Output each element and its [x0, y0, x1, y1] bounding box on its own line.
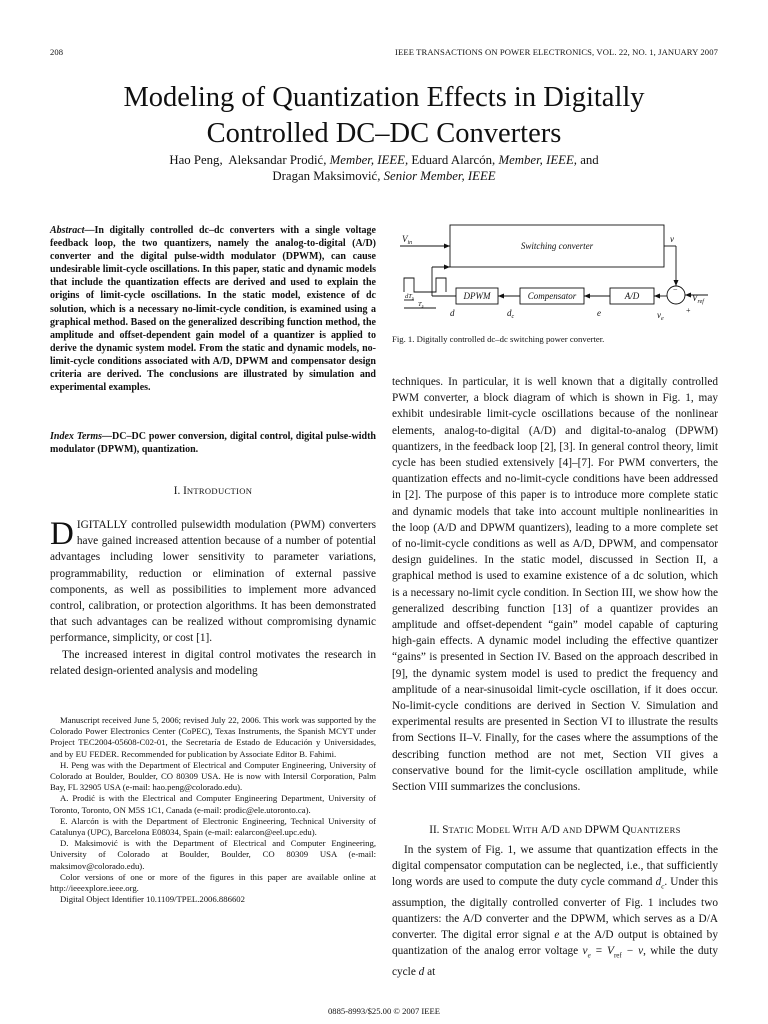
- label-compensator: Compensator: [527, 291, 577, 301]
- author-name: Aleksandar Prodić,: [228, 153, 327, 167]
- author-name: Hao Peng,: [169, 153, 223, 167]
- author-line-2: [0, 168, 768, 184]
- intro-paragraph-2: The increased interest in digital control motivates the research in related design-oriented analysis and modeling: [50, 648, 376, 677]
- label-dts: $dT_s$: [405, 293, 414, 302]
- author-name: Eduard Alarcón,: [411, 153, 496, 167]
- copyright-footer: 0885-8993/$25.00 © 2007 IEEE: [327, 1006, 441, 1016]
- author-role: Member, IEEE,: [498, 153, 577, 167]
- author-conjunction: and: [580, 153, 599, 167]
- heading-part: ITH: [522, 825, 541, 835]
- footnote: D. Maksimović is with the Department of Electrical and Computer Engineering, University of Colorado at Boulder, Boulder, CO 80309 USA (e-mail: maksimov@colorado.edu).: [50, 838, 376, 871]
- label-e: e: [597, 308, 601, 318]
- author-role: Member, IEEE,: [329, 153, 409, 167]
- footnote: Color versions of one or more of the figures in this paper are available online at http://ieeexplore.ieee.org.: [50, 871, 376, 894]
- index-terms: [50, 430, 376, 456]
- title-line-2: Controlled DC–DC Converters: [206, 118, 562, 149]
- right-paragraph-1: techniques. In particular, it is well known that a digitally controlled PWM converter, a block diagram of which is shown in Fig. 1, may exhibit undesirable limit-cycle oscillations because of the nonlinear elements, analog-to-digital (A/D) and digital-to-analog (DPWM) quantizers, in the feedback loop [2], [3]. In general control theory, limit cycle has been studied extensively [4]–[7]. For PWM converters, the quantization effects and no-limit-cycle conditions have been addressed in [2]. The purpose of this paper is to introduce more complete static and dynamic models that take into account multiple nonlinearities in the loop (A/D and DPWM quantizers), leading to a more complete set of no-limit-cycle conditions as well as A/D, DPWM, and compensator design guidelines. In the static model, discussed in Section II, a graphical method is used to examine existence of a dc solution, which is a necessary no-limit cycle condition. In Section III, we show how the generalized describing function [13] of a quantizer provides an amplitude and offset-dependent “gain” model capable of capturing high-gain effects. A dynamic model including the effective quantizer “gains” is presented in Section IV. Based on the approach described in [9], the dynamic system model is used to predict the frequency and amplitude of a near-sinusoidal limit-cycle oscillation, if it does occur. No-limit-cycle conditions are derived in Section V. Simulation and experimental results are presented in Section VI to illustrate the results from Sections II–V. Finally, for the cases where the assumptions of the describing function method are not met, Section VII gives a conservative bound for the limit-cycle oscillation amplitude, while Section VIII summarizes the conclusions.: [392, 376, 718, 794]
- block-diagram-figure: [392, 222, 718, 330]
- section-heading-static-model: [392, 824, 718, 836]
- heading-part: UANTIZERS: [630, 825, 681, 835]
- index-terms-label: Index Terms: [50, 431, 103, 442]
- label-ad: A/D: [624, 291, 640, 301]
- author-role: Senior Member, IEEE: [383, 169, 496, 183]
- section-number: II.: [429, 824, 440, 836]
- label-ve: $v_e$: [657, 310, 664, 322]
- footnote: H. Peng was with the Department of Electrical and Computer Engineering, University of Colorado at Boulder, Boulder, CO 80309 USA. He is now with Intersil Corporation, Palm Bay, FL 32905 USA (e-mail: hao.peng@colorado.edu).: [50, 759, 376, 793]
- section-2-paragraph: In the system of Fig. 1, we assume that quantization effects in the digital compensator computation can be neglected, i.e., that sufficiently long words are used to compute the duty cycle command $d_c$. Under this assumption, the digitally controlled converter of Fig. 1 includes two quantizers: the A/D converter and the DPWM, which serves as a D/A converter. The digital error signal e at the A/D output is obtained by quantization of the analog error voltage $v_e = V_{ref} - v$, while the duty cycle d at: [392, 844, 718, 978]
- page-number: 208: [50, 47, 64, 57]
- intro-paragraph-1: IGITALLY controlled pulsewidth modulation (PWM) converters have gained increased attention because of a number of potential advantages including lower sensitivity to parameter variations, programmability, reduction or elimination of external passive components, as well as possibilities to implement more advanced control, calibration, or protection algorithms. It has been demonstrated that such advantages can be realized without compromising dynamic performance, simplicity, or cost [1].: [50, 519, 376, 645]
- label-v: v: [670, 234, 674, 244]
- section-heading-introduction: [50, 485, 376, 497]
- footnote: A. Prodić is with the Electrical and Computer Engineering Department, University of Toronto, Toronto, ON M5S 1C1, Canada (e-mail: prodic@ele.utoronto.ca).: [50, 793, 376, 815]
- heading-part: AND: [562, 825, 585, 835]
- footnotes: [50, 715, 376, 905]
- title-line-1: Modeling of Quantization Effects in Digitally: [123, 82, 645, 113]
- label-dc: $d_c$: [507, 308, 515, 320]
- section-title-initial: I: [183, 485, 187, 497]
- section-number: I.: [173, 485, 181, 497]
- label-ts: $T_s$: [418, 301, 424, 310]
- running-header: IEEE TRANSACTIONS ON POWER ELECTRONICS, VOL. 22, NO. 1, JANUARY 2007: [395, 47, 718, 57]
- label-minus: −: [673, 285, 678, 294]
- introduction-body: [50, 517, 376, 679]
- heading-part: W: [512, 824, 523, 836]
- footnote: Manuscript received June 5, 2006; revised July 22, 2006. This work was supported by the Colorado Power Electronics Center (CoPEC), Texas Instruments, the Spanish MCYT under Project TEC2004-05608-C02-01, the Secretaría de Estado de Educación y Universidades, and by EU FEDER. Recommended for publication by Associate Editor B. Fahimi.: [50, 715, 376, 759]
- author-line-1: [0, 152, 768, 168]
- paper-title: [0, 80, 768, 152]
- abstract: [50, 224, 376, 394]
- label-vin: $V_{in}$: [402, 234, 413, 246]
- footnote: E. Alarcón is with the Department of Electronic Engineering, Technical University of Catalunya (UPC), Barcelona E08034, Spain (e-mail: ealarcon@eel.upc.edu).: [50, 815, 376, 838]
- heading-part: M: [476, 824, 487, 836]
- index-terms-text: —DC–DC power conversion, digital control, digital pulse-width modulator (DPWM), quantization.: [50, 431, 376, 456]
- label-dpwm: DPWM: [463, 291, 491, 301]
- author-list: [0, 152, 768, 184]
- heading-part: TATIC: [448, 825, 477, 835]
- drop-cap: D: [50, 516, 74, 552]
- label-d: d: [450, 308, 455, 318]
- abstract-label: Abstract: [50, 225, 85, 236]
- heading-part: Q: [622, 824, 631, 836]
- figure-caption: Fig. 1. Digitally controlled dc–dc switching power converter.: [392, 334, 605, 344]
- label-plus: +: [686, 306, 691, 315]
- label-vref: $V_{ref}$: [692, 293, 704, 305]
- heading-part: S: [442, 824, 449, 836]
- label-switching-converter: Switching converter: [520, 241, 594, 251]
- heading-part: ODEL: [486, 825, 513, 835]
- section-2-body: [392, 842, 718, 980]
- footnote: Digital Object Identifier 10.1109/TPEL.2006.886602: [60, 894, 245, 905]
- abstract-text: —In digitally controlled dc–dc converters with a single voltage feedback loop, the two quantizers, namely the analog-to-digital (A/D) converter and the digital pulse-width modulator (DPWM), can cause undesirable limit-cycle oscillations. In this paper, static and dynamic models that include the quantization effects are derived and used to explain the origins of limit-cycle oscillations. In the static model, existence of dc solution, which is a necessary no-limit-cycle condition, is examined using a graphical method. Based on the generalized describing function method, the amplitude and offset-dependent gain model of a quantizer is applied to derive the dynamic system model. From the static and dynamic models, no-limit-cycle conditions associated with A/D, DPWM and compensator design criteria are derived. The conclusions are illustrated by simulation and experimental examples.: [50, 225, 376, 394]
- section-title-rest: NTRODUCTION: [186, 486, 253, 496]
- right-column-body: [392, 374, 718, 795]
- author-name: Dragan Maksimović,: [272, 169, 381, 183]
- heading-part: DPWM: [584, 824, 623, 836]
- heading-part: A/D: [540, 824, 563, 836]
